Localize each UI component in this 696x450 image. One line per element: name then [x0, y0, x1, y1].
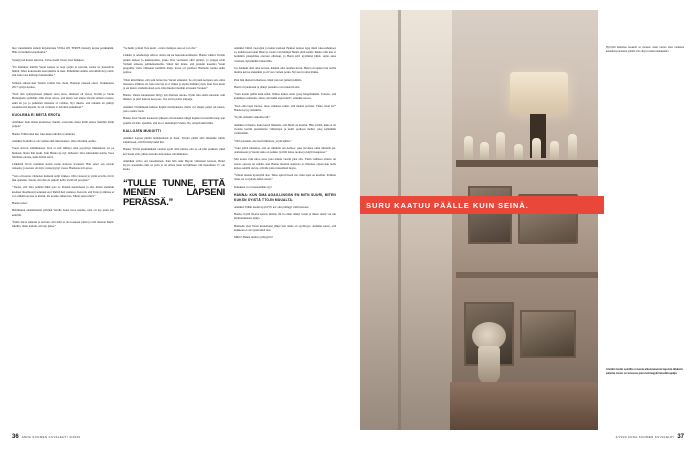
- left-footer: [12, 434, 81, 440]
- window-frame-bar: [398, 10, 401, 430]
- pull-quote: “TULLE TUNNE, ETTÄ MENEN LAPSENI PERÄSSÄ.”: [123, 176, 225, 208]
- headline-text: SURU KAATUU PÄÄLLE KUIN SEINÄ.: [366, 200, 529, 210]
- section-heading: HANNA: KUN OMA AGAILLINGGN EN MITN SUURI, MITEN KUKSN SYISTÄ TTOJN MUUALTA.: [234, 192, 336, 202]
- wall-shelf: [456, 160, 598, 167]
- paragraph: “Tuosis, että Vera pelkäsi lähtä pois ta. Pelasin kuolemaata ja sitä, miten aiemmin kuoliset muemnoni jaotunuut eror hämrä hert saniassa. Kerroin, että Veraa ja mitnaa et voi erilkäin erottaa ja mietin, nis koeiko siihen itse. Mutta sanon mitä.”: [12, 185, 114, 198]
- paragraph: Milm? Hanna tunttui syllisyyttä?: [234, 235, 273, 240]
- lampshade: [510, 72, 568, 114]
- photo-frame: [520, 310, 576, 358]
- paragraph: Annikki: Dvmimiekä huhaaa ilupint mertityksistä, multa vai ehapla paljoi sel kaista, josta oremw tiedi.: [123, 104, 225, 113]
- paragraph: “En haluntest känttiä Veran kanssa sa noja syrjää ja kasvain, koska ne juoksittvat hänttä. Sihoi kokoisteme kasvanteille ni men. Puhuimme Ammo Alvoihittivist ja siitä, että Aino taas tiehtaaja leikakerkke.”: [12, 64, 114, 78]
- paragraph: Annikki ei muista, kuka kertoi hännelle, että Henri on kuollut. Hän yrittää, kuka ei sit vuonna kertini pusturhanta viimiarajat ja keitti perhoen mehut, jokq kylkääinti varmaankin.: [234, 122, 336, 136]
- paragraph: Hyväyllä mitiemaa keskeltä on moneen oman toisien tulee toituksen kuulumana tuoineen prinittä olla ollapyt toimen tuukkuunna.: [606, 46, 684, 53]
- right-text-column: [606, 46, 684, 56]
- photo-caption: [606, 368, 684, 377]
- section-heading: KALLOJEN MUKOITTI: [123, 128, 162, 133]
- paragraph: Hunnalle yksi Veran kuolemaan jälkei nen tunne on syyllisyys. Annikki sanoo, että kaikkeen ei ole syönä eikä saas: [234, 223, 336, 232]
- photo-frame: [468, 186, 512, 244]
- paragraph: Synnytystä huolet alkoivat. Talvea kohti Veran vatsi helkkeet.: [12, 57, 85, 62]
- paragraph: “Kun olin synnytykseen jälkeen satsa lassa, mielteni oli vierey Verriin ja Veran Hedengerin syömään. Olin aivan raivos, että miten voit annaa Veralle sellasta ruokaa, enkä en jos ja puhennat tilastetta al voimaa. Nyt mietin, että omakin en päänyt estamian sitä kipeitä. Se oli varmasti ic defakitn paikallaan.”: [12, 92, 114, 109]
- paragraph: Kaikkeen voi ei keneellään syyt: [234, 184, 272, 189]
- headline-banner: [360, 196, 604, 214]
- paragraph: Annikki: Lapsei jättälä hellaitumaan pi haan. Tuvein päinti siitä mitunille tuittle samnnvaan, että hirvtkäyvtukä tilit.: [123, 135, 225, 145]
- vase: [478, 346, 500, 384]
- paragraph: Jos Annlkki olisi ollat kotona, hänkän olisi antanut luvan. Henri oli ajanut trak torilla momta kertaa ennenkän ja oli varo vainen poika. Nyt kovat antoi Pekka.: [234, 65, 336, 75]
- table-surface: [450, 382, 598, 430]
- paragraph: Hanna: Vausta kuokemaan liittyy loh dluttisia asioka. Nyitn tulu saalla kuurtele cum ihmnav, ja jaari kanvae kesi pois. Vae eivät padata paljonja.: [123, 93, 225, 102]
- paragraph: Pian hän thenettti elkalassa, minä trak tori jumutti pihalla.: [234, 77, 303, 82]
- paragraph: Samaan aikaan kun Venam voimat huo mont, Hanisan raskaan enesi. Joulukuussa 2017 syntyi Aarnea.: [12, 80, 114, 89]
- paragraph: “Olen kiitolliinen, että sain lattua itse Veram arkkunsi. Se oli piem kotipara asia olma tilastessa. Pahinta oli, kun oma lap si ol viikka ja täysin mimikä ytyin. Kun Vera kuoli ja sai metsä -mahaittotiaan pois, hän muuttui meidän terveeksi Veraksi.”: [123, 77, 225, 90]
- right-footer: [616, 434, 684, 440]
- paragraph: Lääkäri ja omahoitaja tulivat, sitten ark ku haaraanotoimiestia. Hanna vaihtoi Veralle pinkin mekon ja kukkapaidan, jonka Vera varmaasti ollut pitänyt, ja yruppä eivät Vemam arkuusa pehmetketkuilla. Sitten tuli tunne, että jotakiin kaaeinta Veam prugatille vielä. Omsekai keitittiin malja kossa oli puolleot Hannalle tuoma neliti pajissa.: [123, 53, 225, 75]
- text-column-3: [234, 46, 336, 406]
- paragraph: Ammiksi: Kun elmaa kuunteloe, mietin, osaavatko muut midit anttaa manmin mitm paljon?: [12, 120, 114, 129]
- paragraph: Hanna sanot:: [12, 201, 28, 206]
- feature-photograph: [360, 10, 598, 430]
- paragraph: Hanna: Whim eikä ine, Joka kuka rahvittä ol ammdst.: [12, 131, 76, 136]
- paragraph: “Joka päivä lehdattaa, että on timmein ten Aamoo, joka tarvitsee omia äitiissää psi. Aamokseen ja Veerin rakia on paikko tyvdilä lattaa ruokaa ja käyttä kaupassa.”: [234, 145, 336, 155]
- paragraph: Hanna: Kyllä mvetoi ketvas mietin, mi tä olisin tehnyt toisin ja miten olisin voi nut kutmoinulnaeta ajätja.: [234, 212, 336, 221]
- page-number-right: 37: [677, 434, 684, 440]
- issue-info-right: 4/2020 ANNA SUOMEN KUVALEHTI: [615, 435, 675, 439]
- paragraph: Annikki: Ethän itseinä syytä? Ei ka! olut pitängyt vahtii kotona.: [234, 204, 310, 209]
- paragraph: Lääkäritä Vecav nomitten kottin saatto hoitoon arvoketti. Hän sanot sen olevan raskanta, ja kotona oli myts vaiaaeytynyt vaasu. Hannasta tuli apsaa.: [12, 162, 114, 171]
- paragraph: Helmikuun ensimmisenä päivänä Veralle nousi kova kuume. Oen oli lop puun asti kenttilä.: [12, 208, 114, 217]
- paragraph: Silti koska vain tuloo suru, joka tuntuu vievän jalat alta. Yksin vuihtaaa ollessa tut autoss ajoessa tai selläin, kun Hanna tmerittä Aamosta ja vilkaisee eljaan kuu nolla kaisso setsillä olevia, omville juttu runsaiäissä heyse.: [234, 157, 336, 170]
- shelf-figurines: [458, 128, 598, 162]
- text-column-2: [123, 46, 225, 406]
- paragraph: “Olin jotenkin, ette luolti ihmissar, ja jää kjittin.”: [234, 138, 292, 143]
- paragraph: “Silloin menen nyoksyllä alas. Tulee epitoivtveen olo, mun lapsi on kuolltut. Polirien taitea on voi jalada aihen oloon.”: [234, 173, 336, 182]
- right-page: [348, 0, 696, 450]
- paragraph: Vuosi striven tammikuussa Vera ei enit nähtnyt erkä peytytnyt liikkumaan tai pa humaan, mutta hän kuuli. Kun Hanna ky nyi, hahaaalo Vera suinadamn kottin, Voea Sitttämä odottaa, kuin divillä selvä.: [12, 146, 114, 159]
- paragraph: Hanna: Kun Vesam kaokeosta jälkeen oli kuvannut tuligd kajdan tut kotitinn kaap pan paiidla oli tüirt, ajatellin, että en oc merkkiajtä Vomta. Ne, ompalviekä lmiki.: [123, 116, 225, 125]
- paragraph: Ammlkin tarlva oni toisenlainen. Kun hän raiki Heyrie viimeisen kerraan, Henri Kyyri, kasaaniko äitti on peda ja ott eilista maut kortijtthaan. Oli maaumian 17. elo kuuta.: [123, 159, 225, 172]
- paragraph: “Veta oli koivus viimeiset melkein neljä viikkoa. Olin vieressä ja yritin arvella, mi tti hän ajatteike. Saioin, että älä ole paikoll tiellä, kyllä tää pearjaan.”: [12, 173, 114, 182]
- caption-title: Annikin kodin seinillä on kuvia aikuistuneista lapsista lähäistä päivinä. Henri on kuvassa piem kolmapyköraiseillä ajeltja.: [606, 368, 683, 375]
- wall-shelf-lower: [456, 272, 598, 278]
- section-heading: KUOLEMA EI MEITÄ EROTA: [12, 113, 61, 117]
- paragraph: “Se heitti, jolloin Vera kuoli - avatto manipaa oksa ei voi olla.”: [123, 46, 197, 50]
- paragraph: “Kun ema lapsi kuolee, tulee vaikkaaa tunne, että menen perissai. Tulko sirud ki?” Hanna kysyy Annikilta.: [234, 103, 336, 112]
- paragraph: Annikki: lähttö vuorsijan ja kakis-vastiaan Heinon kanssa lejoj minä raksoashamoes sa, kahdoloaavoutan Henri ja vuoita van hiempä Hanna jättit keittir. Pekka: niin mer st hommitn pluajelmsk olevaan ollsdaan, ja Henri kävi kyymiinä läikit, sajito ukas vasdaala, hyttitmälki traktoritlla.: [234, 46, 336, 63]
- paragraph: “Pidin Veraa kädestä ja kerroin, että mitä ei ole koskaan yksin ja että rakasan häntä. Itkuilla, minu lauloin, että nyt juksa.”: [12, 220, 114, 229]
- text-column-1: [12, 46, 114, 406]
- paragraph: Henri oli puduonut ja jäänyt pernuitra van traktorin alle.: [234, 84, 300, 89]
- paragraph: Iker vanemmalle kädetä kirjoitettuna VERA ON TERVE menetty kertaa perikkkään. Hän on melkein kirjoittamat.”: [12, 46, 114, 55]
- left-text-columns: [12, 46, 336, 406]
- window-light: [360, 10, 452, 430]
- paragraph: “Suru kaatui päälle kuin seinä. Ximaa tuntui, etten pysty hengittämään. Toiroko, että kaikmijaa reimaotir, sitten, että kuhit sipictunttä”, Annikki saoses.: [234, 92, 336, 101]
- paragraph: Annikki: Kaikilla ei ole voimia eikä mistokamaa. Olet olltarinnt ourhra.: [12, 139, 97, 144]
- paragraph: “Kyllä, Amakin valkemacalil.”: [234, 115, 271, 120]
- issue-info-left: ANNA SUOMEN KUVALEHTI 4/2020: [21, 435, 81, 439]
- page-number-left: 36: [12, 434, 19, 440]
- paragraph: Hanna: Yritää ensimmäisnä vuonna syetti sillä tuntua, että se oli niin puikkan, jätkä kes itseni ottia, jätkaa naaolla suin aitkaa culvmimanaa.: [123, 147, 225, 156]
